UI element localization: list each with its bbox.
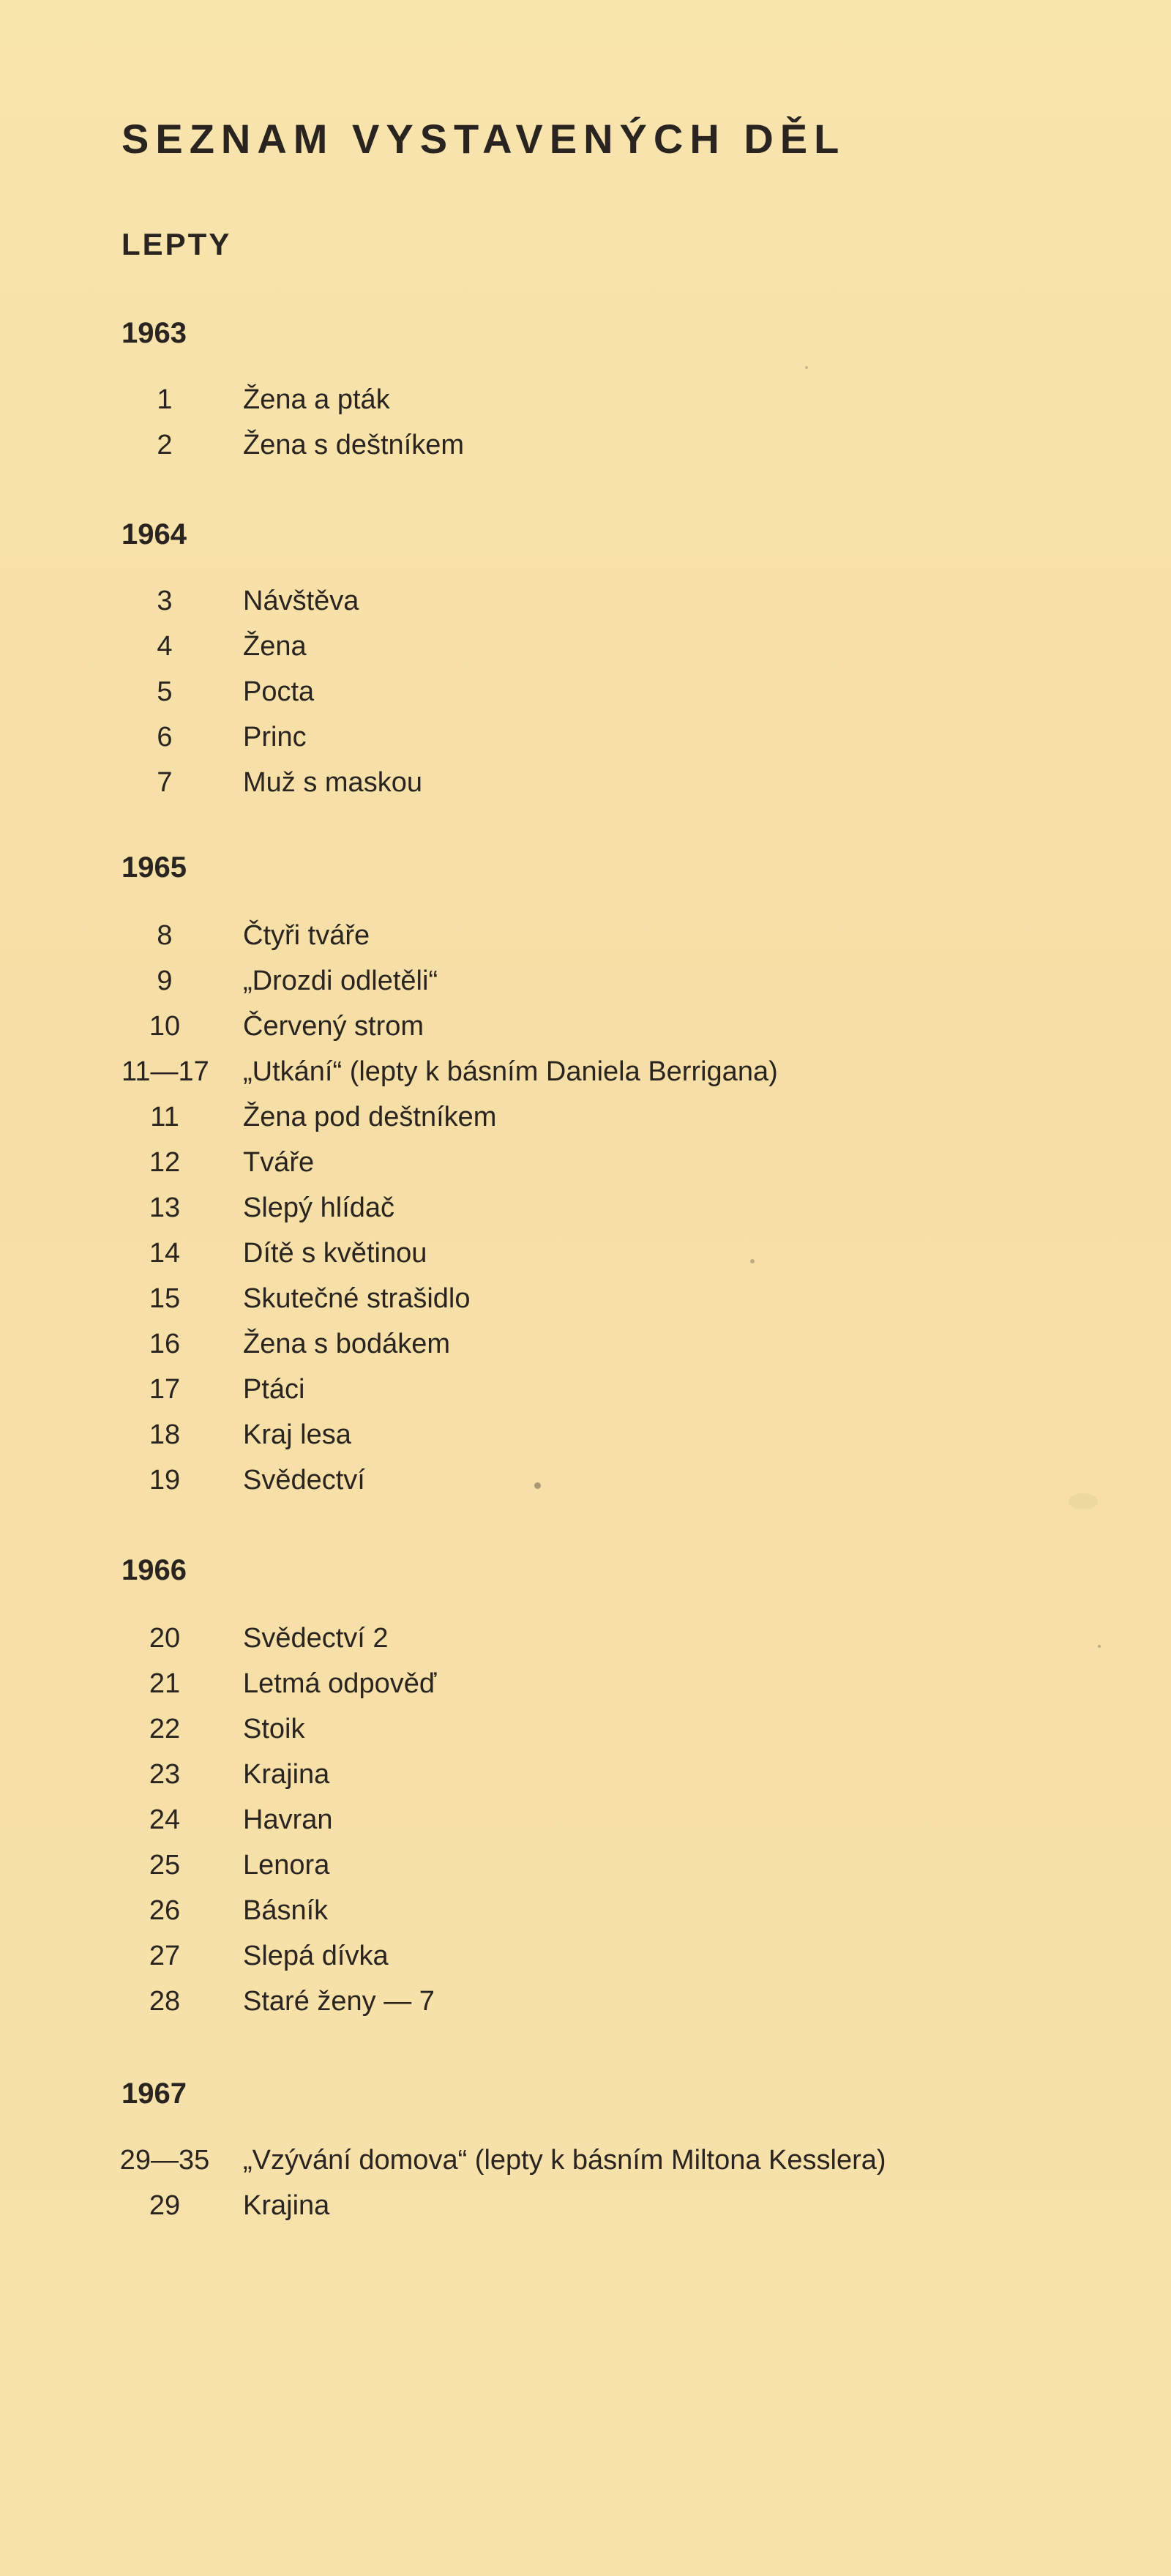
item-number: 14 — [149, 1238, 181, 1269]
list-item — [0, 1412, 1171, 1457]
item-number: 12 — [149, 1147, 181, 1178]
item-title: Krajina — [243, 1759, 330, 1790]
item-title: Žena s bodákem — [243, 1329, 451, 1359]
item-title: Červený strom — [243, 1011, 424, 1042]
item-number: 5 — [157, 676, 173, 707]
list-item — [0, 1004, 1171, 1049]
list-item — [0, 1661, 1171, 1706]
item-number: 26 — [149, 1895, 181, 1926]
item-number: 27 — [149, 1941, 181, 1971]
item-number: 4 — [157, 631, 173, 662]
item-title: Čtyři tváře — [243, 920, 370, 951]
item-title: Havran — [243, 1804, 333, 1835]
item-title: Slepá dívka — [243, 1941, 389, 1971]
item-title: Žena — [243, 631, 307, 662]
item-number: 13 — [149, 1192, 181, 1223]
year-heading: 1966 — [121, 1554, 187, 1586]
item-title: Tváře — [243, 1147, 315, 1178]
item-number: 15 — [149, 1283, 181, 1314]
list-item — [0, 2138, 1171, 2183]
item-title: Muž s maskou — [243, 767, 422, 798]
item-number: 23 — [149, 1759, 181, 1790]
item-number: 20 — [149, 1623, 181, 1654]
list-item — [0, 1843, 1171, 1888]
list-item — [0, 1231, 1171, 1276]
list-item — [0, 1094, 1171, 1140]
list-item — [0, 1888, 1171, 1933]
list-item — [0, 1185, 1171, 1231]
item-number: 6 — [157, 722, 173, 753]
item-title: Skutečné strašidlo — [243, 1283, 471, 1314]
item-title: Slepý hlídač — [243, 1192, 395, 1223]
item-number: 18 — [149, 1419, 181, 1450]
list-item — [0, 1979, 1171, 2024]
item-number: 1 — [157, 384, 173, 415]
item-title: Ptáci — [243, 1374, 305, 1405]
item-number: 29—35 — [119, 2145, 210, 2176]
list-item — [0, 760, 1171, 805]
item-number: 21 — [149, 1668, 181, 1699]
item-number: 19 — [149, 1465, 181, 1496]
page-title: SEZNAM VYSTAVENÝCH DĚL — [121, 116, 846, 162]
list-item — [0, 578, 1171, 624]
list-item — [0, 377, 1171, 422]
item-title: Staré ženy — 7 — [243, 1986, 435, 2017]
item-title: Žena a pták — [243, 384, 390, 415]
list-item — [0, 1706, 1171, 1752]
list-item — [0, 714, 1171, 760]
item-title: Princ — [243, 722, 307, 753]
item-title: Krajina — [243, 2190, 330, 2221]
item-number: 22 — [149, 1714, 181, 1744]
year-heading: 1965 — [121, 851, 187, 884]
list-item — [0, 1321, 1171, 1367]
list-item — [0, 422, 1171, 468]
list-item — [0, 624, 1171, 669]
list-item — [0, 1616, 1171, 1661]
list-item — [0, 1797, 1171, 1843]
item-title: Letmá odpověď — [243, 1668, 437, 1699]
item-number: 11—17 — [121, 1056, 209, 1087]
item-number: 11 — [150, 1102, 179, 1132]
list-item — [0, 958, 1171, 1004]
item-title: Stoik — [243, 1714, 305, 1744]
year-heading: 1967 — [121, 2077, 187, 2110]
list-item — [0, 1049, 1171, 1094]
list-item — [0, 1457, 1171, 1503]
item-number: 29 — [149, 2190, 181, 2221]
item-number: 2 — [157, 430, 173, 460]
paper-speck — [805, 366, 808, 369]
item-title: Žena s deštníkem — [243, 430, 465, 460]
list-item — [0, 1140, 1171, 1185]
item-title: Dítě s květinou — [243, 1238, 427, 1269]
item-title: Kraj lesa — [243, 1419, 351, 1450]
item-title: Návštěva — [243, 586, 359, 616]
item-title: Lenora — [243, 1850, 330, 1881]
list-item — [0, 669, 1171, 714]
list-item — [0, 1276, 1171, 1321]
item-title: Svědectví 2 — [243, 1623, 389, 1654]
item-title: Svědectví — [243, 1465, 365, 1496]
item-number: 17 — [149, 1374, 181, 1405]
item-number: 16 — [149, 1329, 181, 1359]
item-number: 3 — [157, 586, 173, 616]
item-number: 24 — [149, 1804, 181, 1835]
section-title: LEPTY — [121, 227, 232, 261]
item-title: „Utkání“ (lepty k básním Daniela Berrigana) — [243, 1056, 778, 1087]
year-heading: 1964 — [121, 518, 187, 550]
list-item — [0, 1933, 1171, 1979]
item-title: „Vzývání domova“ (lepty k básním Miltona Kesslera) — [243, 2145, 886, 2176]
item-title: „Drozdi odletěli“ — [243, 966, 438, 996]
item-title: Básník — [243, 1895, 329, 1926]
item-number: 7 — [157, 767, 173, 798]
item-title: Pocta — [243, 676, 315, 707]
list-item — [0, 1367, 1171, 1412]
item-number: 10 — [149, 1011, 181, 1042]
item-number: 28 — [149, 1986, 181, 2017]
item-number: 8 — [157, 920, 173, 951]
list-item — [0, 1752, 1171, 1797]
list-item — [0, 913, 1171, 958]
item-number: 25 — [149, 1850, 181, 1881]
year-heading: 1963 — [121, 317, 187, 349]
item-title: Žena pod deštníkem — [243, 1102, 497, 1132]
list-item — [0, 2183, 1171, 2228]
item-number: 9 — [157, 966, 173, 996]
